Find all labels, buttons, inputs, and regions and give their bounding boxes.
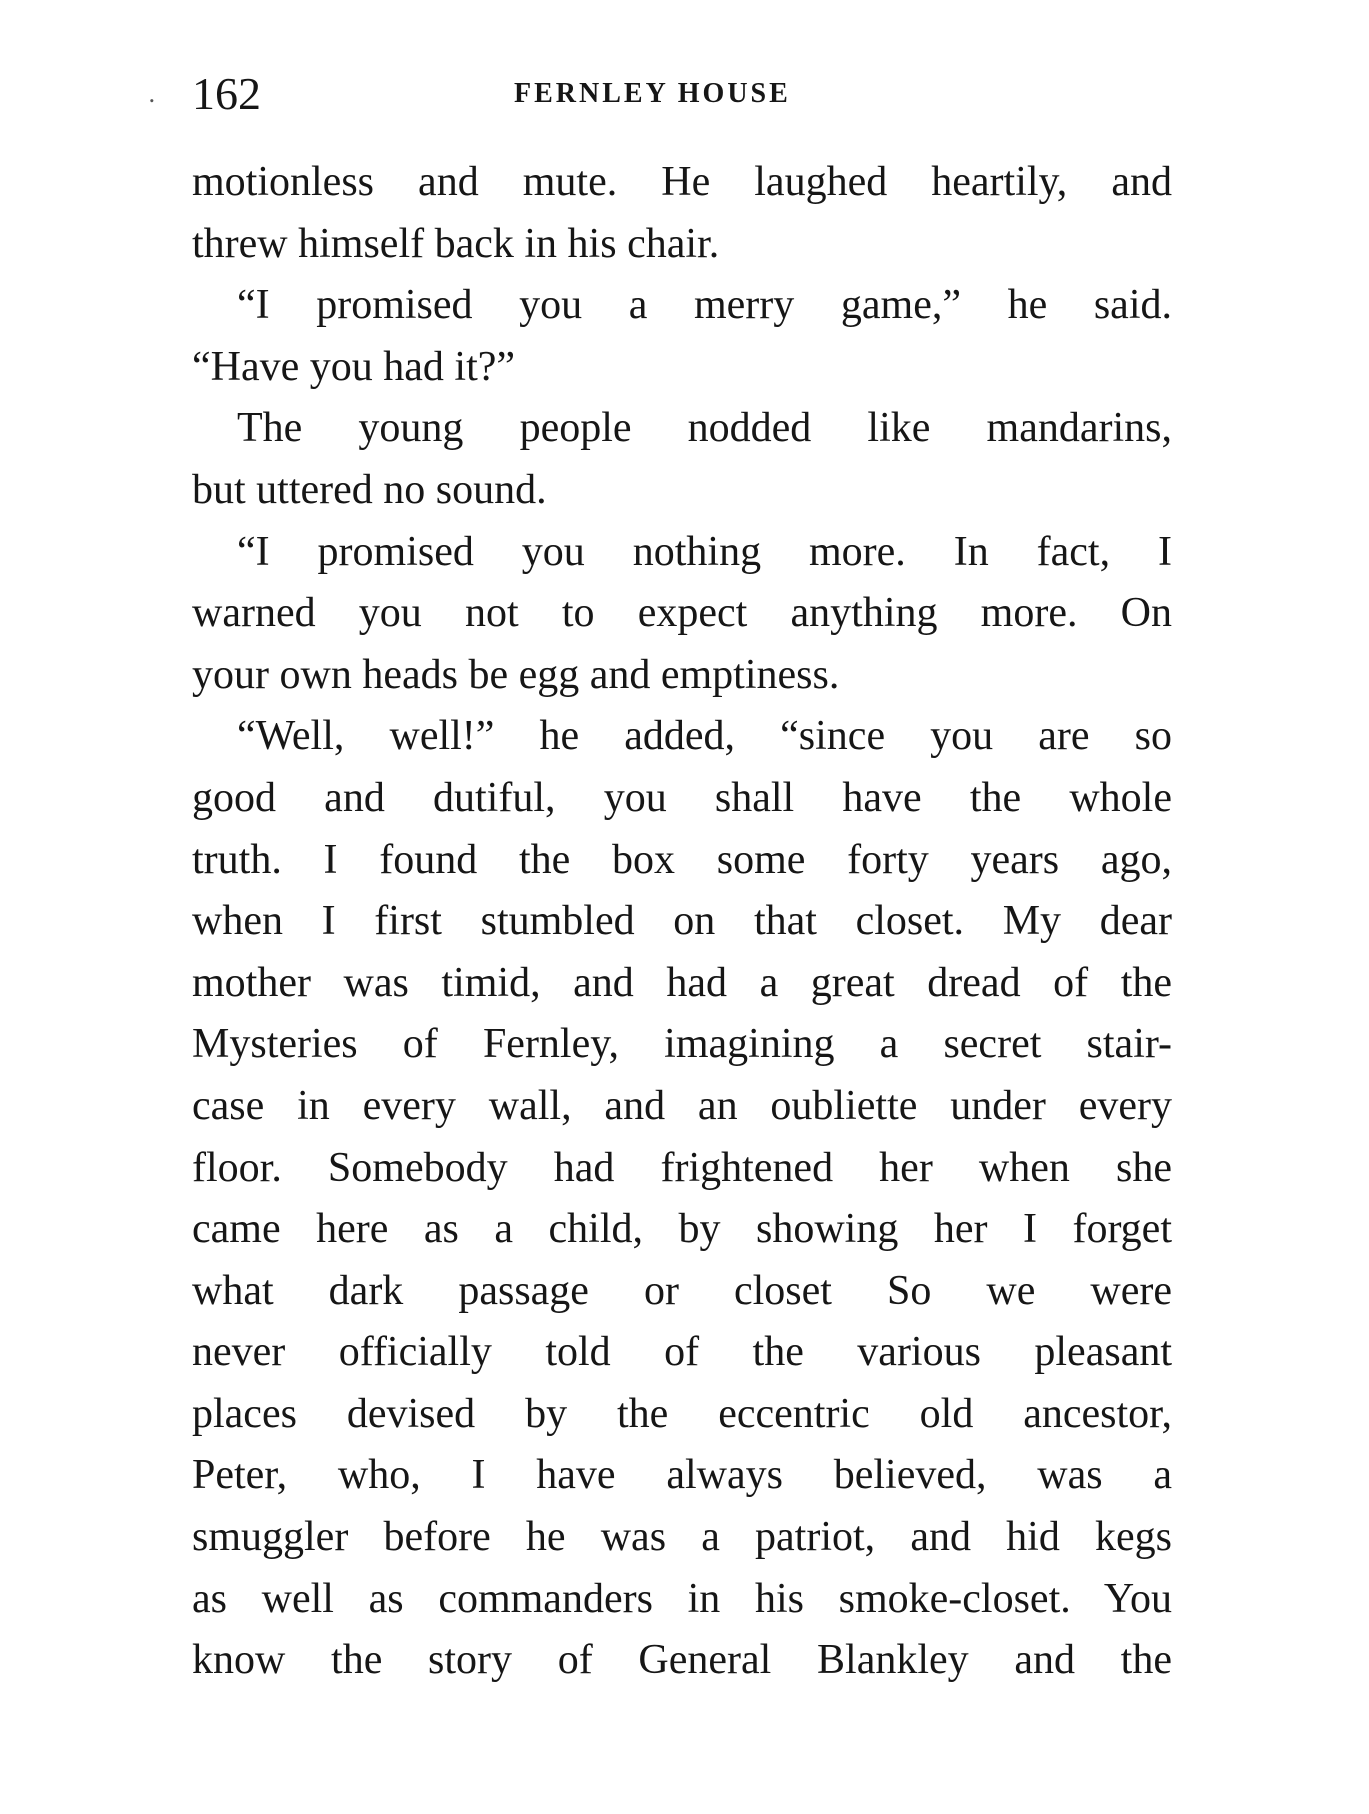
text-line: case in every wall, and an oubliette under every (192, 1082, 1172, 1129)
text-line: floor. Somebody had frightened her when she (192, 1144, 1172, 1191)
text-line: Peter, who, I have always believed, was a (192, 1452, 1172, 1499)
text-line: motionless and mute. He laughed heartily, and (192, 159, 1172, 205)
text-line: truth. I found the box some forty years ago, (192, 836, 1172, 883)
text-line: “Have you had it?” (192, 343, 516, 390)
running-head: FERNLEY HOUSE (514, 78, 791, 109)
text-line: “I promised you a merry game,” he said. (237, 282, 1172, 329)
text-line: “Well, well!” he added, “since you are so (237, 713, 1172, 760)
text-line: threw himself back in his chair. (192, 220, 720, 267)
text-line: mother was timid, and had a great dread of the (192, 959, 1172, 1006)
text-line: never officially told of the various pleasant (192, 1329, 1172, 1376)
page-speck: . (148, 80, 156, 108)
text-line: The young people nodded like mandarins, (237, 405, 1172, 452)
text-line: Mysteries of Fernley, imagining a secret stair- (192, 1021, 1172, 1068)
text-line: warned you not to expect anything more. On (192, 590, 1172, 637)
text-line: your own heads be egg and emptiness. (192, 651, 840, 698)
body-text (192, 152, 1172, 1692)
text-line: came here as a child, by showing her I forget (192, 1206, 1172, 1253)
page-number: 162 (192, 68, 261, 119)
text-line: but uttered no sound. (192, 466, 547, 513)
text-line: when I first stumbled on that closet. My dear (192, 898, 1172, 945)
text-line: “I promised you nothing more. In fact, I (237, 528, 1172, 575)
text-line: good and dutiful, you shall have the whole (192, 774, 1172, 821)
text-line: what dark passage or closet So we were (192, 1267, 1172, 1314)
text-line: as well as commanders in his smoke-closet. You (192, 1575, 1172, 1622)
text-line: smuggler before he was a patriot, and hid kegs (192, 1514, 1172, 1561)
text-line: know the story of General Blankley and the (192, 1637, 1172, 1684)
page-header (192, 64, 1172, 124)
text-line: places devised by the eccentric old ancestor, (192, 1390, 1172, 1437)
